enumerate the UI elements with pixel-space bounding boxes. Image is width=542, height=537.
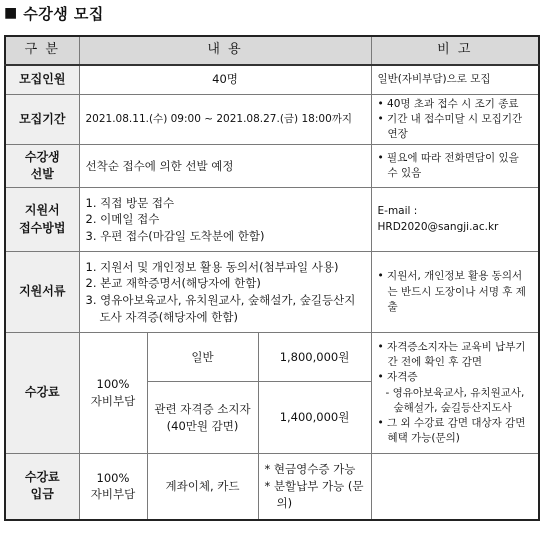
table-row [5,188,539,252]
label-line: 접수방법 [19,220,66,235]
fee-burden [79,333,147,454]
recruit-count-note: 일반(자비부담)으로 모집 [371,65,539,94]
fee-cert-amount: 1,400,000원 [258,382,371,454]
list-item: 1. 직접 방문 접수 [85,195,175,210]
list-item: - 영유아보육교사, 유치원교사, 숲해설가, 숲길등산지도사 [385,386,525,414]
recruit-count-label: 모집인원 [5,65,79,94]
fee-notes [371,333,539,454]
payment-label [5,454,79,520]
cert-label-line: 관련 자격증 소지자 [154,401,251,416]
recruitment-table [4,35,540,521]
fee-general-amount: 1,800,000원 [258,333,371,382]
recruit-period-label: 모집기간 [5,94,79,145]
list-item: • 그 외 수강료 감면 대상자 감면혜택 가능(문의) [377,416,526,445]
recruit-period-notes [371,94,539,145]
table-row [5,252,539,333]
square-bullet-icon: ■ [4,5,18,21]
label-line: 수강료 [24,470,60,485]
list-item: 3. 영유아보육교사, 유치원교사, 숲해설가, 숲길등산지도사 자격증(해당자에 한함) [85,293,356,324]
fee-cert-label [147,382,258,454]
list-item: • 자격증소지자는 교육비 납부기간 전에 확인 후 감면 [377,340,526,369]
list-item: * 현금영수증 가능 [264,462,356,477]
label-line: 입금 [30,487,54,502]
table-row [5,145,539,188]
application-method-label [5,188,79,252]
application-method-note [371,188,539,252]
email-address: HRD2020@sangji.ac.kr [377,220,499,233]
table-row [5,454,539,520]
list-item: 3. 우편 접수(마감일 도착분에 한함) [85,228,265,243]
section-title: 수강생 모집 [23,4,104,23]
burden-line: 자비부담 [90,394,136,409]
list-item: • 필요에 따라 전화면담이 있을 수 있음 [377,151,519,180]
table-row [5,65,539,94]
table-row [5,333,539,382]
payment-method: 계좌이체, 카드 [147,454,258,520]
header-note: 비 고 [371,36,539,65]
list-item: • 기간 내 접수미달 시 모집기간 연장 [377,112,523,140]
cert-label-line: (40만원 감면) [166,418,239,433]
fee-general-label: 일반 [147,333,258,382]
table-row [5,94,539,145]
label-line: 선발 [30,167,54,182]
list-item: 2. 이메일 접수 [85,212,160,227]
recruit-period-content: 2021.08.11.(수) 09:00 ~ 2021.08.27.(금) 18:00까지 [79,94,371,145]
documents-content [79,252,371,333]
header-category: 구 분 [5,36,79,65]
section-heading [4,2,104,24]
payment-notes [258,454,371,520]
selection-label [5,145,79,188]
documents-label: 지원서류 [5,252,79,333]
fee-label: 수강료 [5,333,79,454]
burden-line: 자비부담 [90,487,136,502]
list-item: • 40명 초과 접수 시 조기 종료 [377,97,519,110]
application-method-content [79,188,371,252]
list-item: 2. 본교 재학증명서(해당자에 한함) [85,276,261,291]
email-label: E-mail : [377,205,418,218]
table-header-row [5,36,539,65]
payment-note-empty [371,454,539,520]
documents-note [371,252,539,333]
burden-line: 100% [96,377,130,392]
selection-note [371,145,539,188]
burden-line: 100% [96,470,130,485]
list-item: * 분할납부 가능 (문의) [264,479,364,510]
payment-burden [79,454,147,520]
label-line: 지원서 [24,203,60,218]
list-item: 1. 지원서 및 개인정보 활용 동의서(첨부파일 사용) [85,259,339,274]
list-item: • 지원서, 개인정보 활용 동의서는 반드시 도장이나 서명 후 제출 [377,270,526,313]
header-content: 내 용 [79,36,371,65]
recruit-count-content: 40명 [79,65,371,94]
list-item: • 자격증 [377,371,418,384]
selection-content: 선착순 접수에 의한 선발 예정 [79,145,371,188]
label-line: 수강생 [24,149,60,164]
